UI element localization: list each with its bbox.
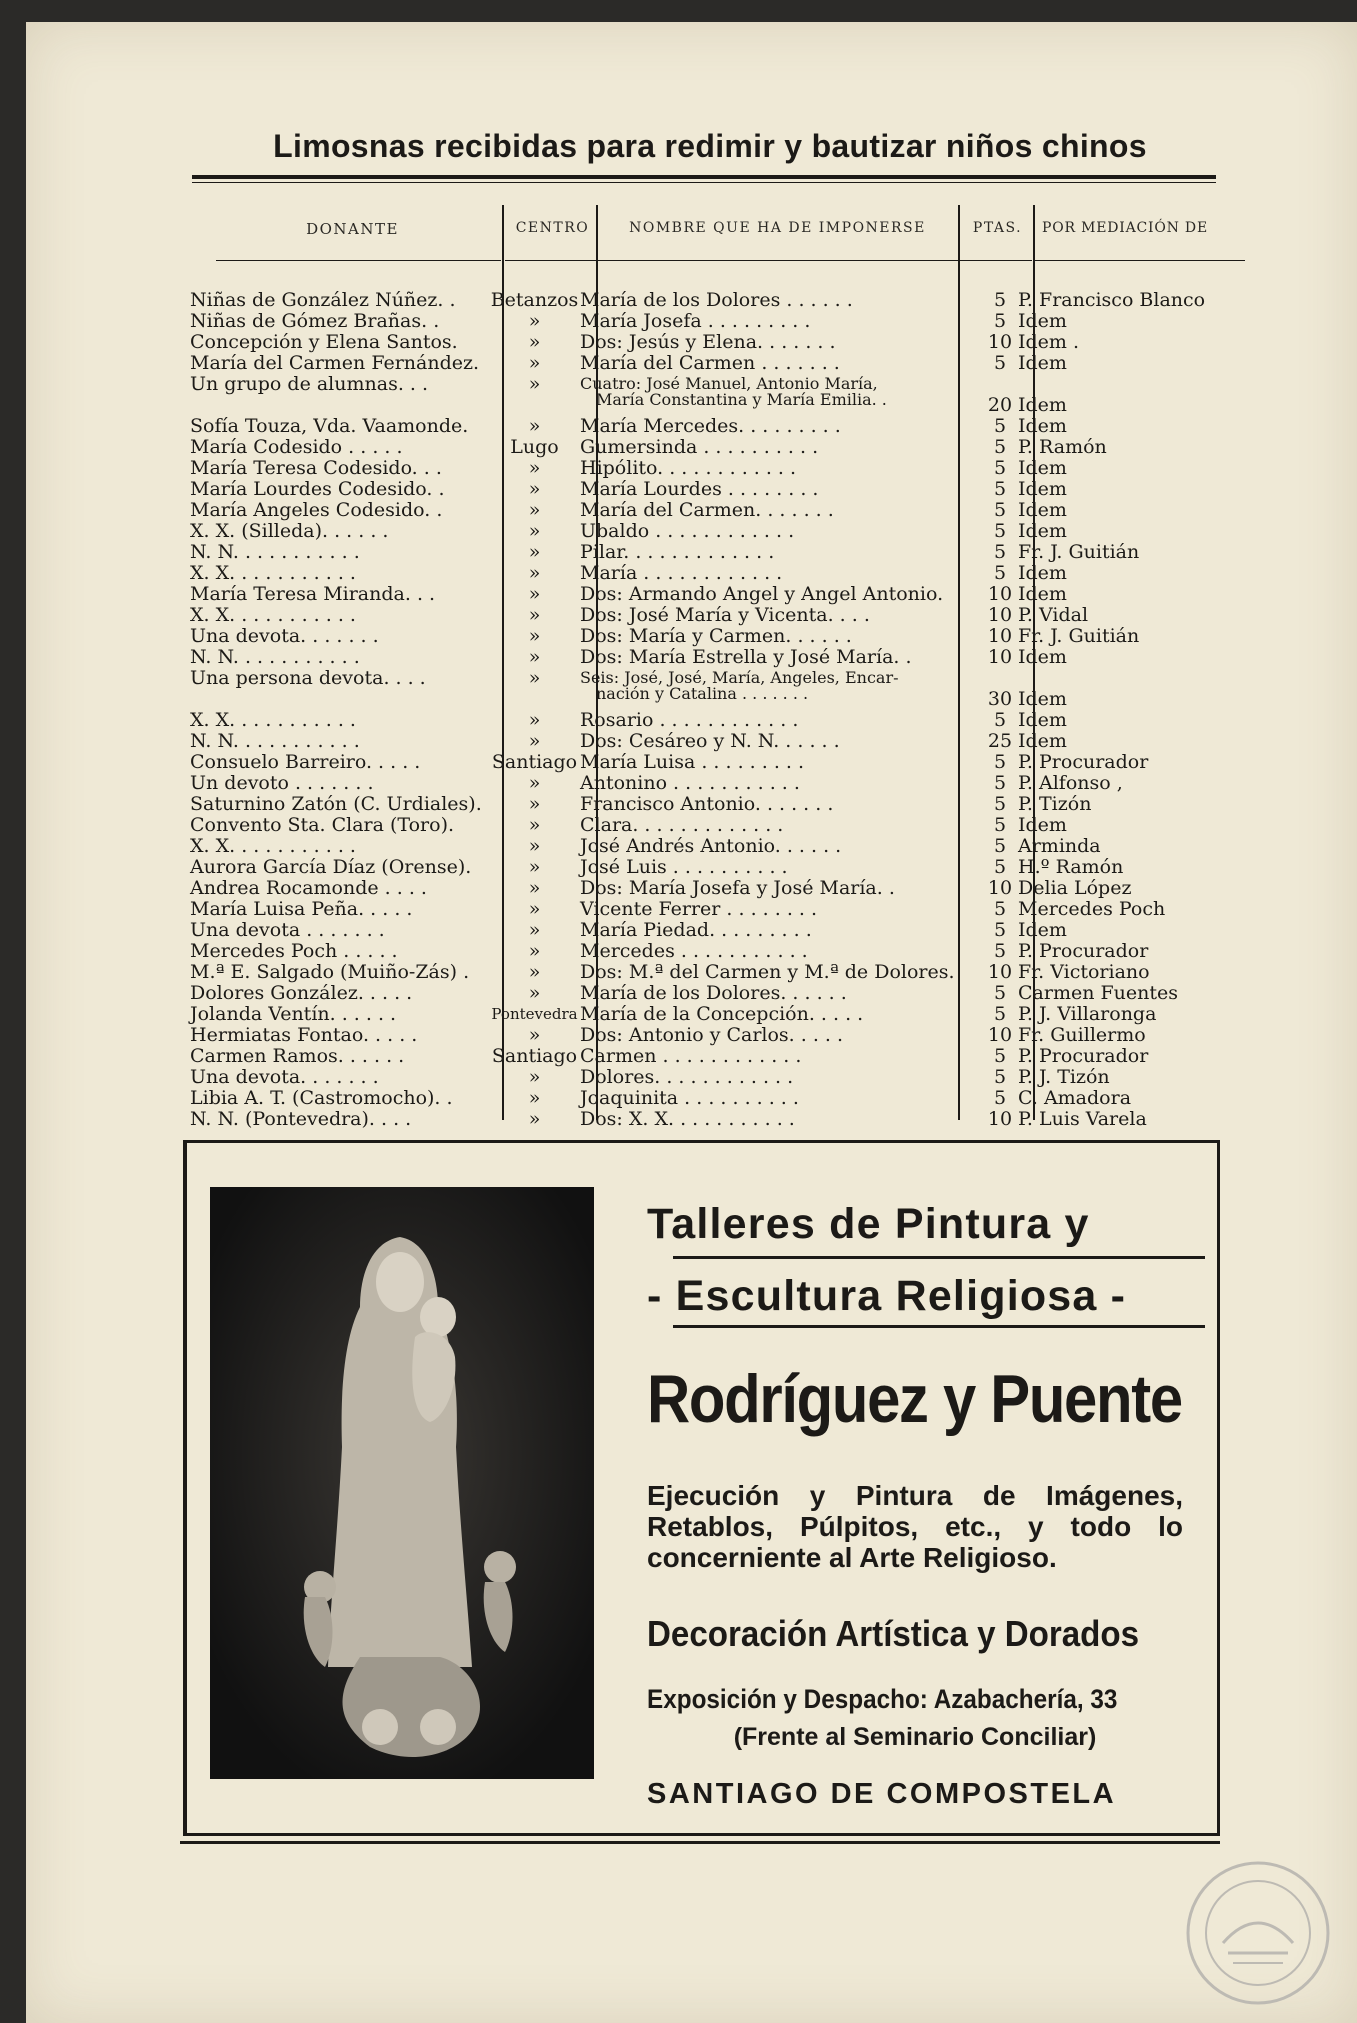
mediator-name: P. Tizón bbox=[1018, 793, 1092, 815]
center-name: » bbox=[528, 415, 541, 437]
given-name: Dos: José María y Vicenta. . . . bbox=[580, 604, 870, 626]
amount-ptas: 5 bbox=[993, 541, 1007, 563]
amount-ptas: 30 bbox=[987, 688, 1013, 710]
header-rule-3 bbox=[598, 260, 958, 261]
amount-ptas: 5 bbox=[993, 1087, 1007, 1109]
given-name: Carmen . . . . . . . . . . . . bbox=[580, 1045, 802, 1067]
mediator-name: Idem bbox=[1018, 583, 1067, 605]
amount-ptas: 5 bbox=[993, 499, 1007, 521]
donor-name: Un grupo de alumnas. . . bbox=[190, 373, 429, 395]
given-name: Clara. . . . . . . . . . . . . bbox=[580, 814, 784, 836]
center-name: Santiago bbox=[491, 1045, 578, 1067]
donor-name: Niñas de González Núñez. . bbox=[190, 289, 456, 311]
mediator-name: P. Vidal bbox=[1018, 604, 1089, 626]
donor-name: María Luisa Peña. . . . . bbox=[190, 898, 413, 920]
mediator-name: P. Francisco Blanco bbox=[1018, 289, 1206, 311]
donor-name: María Codesido . . . . . bbox=[190, 436, 403, 458]
amount-ptas: 5 bbox=[993, 1066, 1007, 1088]
mediator-name: P. Procurador bbox=[1018, 1045, 1149, 1067]
center-name: Pontevedra bbox=[491, 1005, 578, 1023]
mediator-name: Idem bbox=[1018, 919, 1067, 941]
mediator-name: P. Luis Varela bbox=[1018, 1108, 1147, 1130]
donor-name: N. N. . . . . . . . . . . bbox=[190, 541, 360, 563]
donor-name: Mercedes Poch . . . . . bbox=[190, 940, 398, 962]
amount-ptas: 5 bbox=[993, 919, 1007, 941]
given-name: Dos: María Estrella y José María. . bbox=[580, 646, 912, 668]
ad-brand: Rodríguez y Puente bbox=[647, 1361, 1182, 1437]
given-name: María del Carmen. . . . . . . bbox=[580, 499, 834, 521]
center-name: » bbox=[528, 1066, 541, 1088]
amount-ptas: 5 bbox=[993, 814, 1007, 836]
center-name: » bbox=[528, 499, 541, 521]
center-name: » bbox=[528, 331, 541, 353]
given-name: Hipólito. . . . . . . . . . . . bbox=[580, 457, 797, 479]
mediator-name: P. J. Villaronga bbox=[1018, 1003, 1157, 1025]
center-name: » bbox=[528, 856, 541, 878]
given-name: María Josefa . . . . . . . . . bbox=[580, 310, 811, 332]
given-name: Dos: María y Carmen. . . . . . bbox=[580, 625, 852, 647]
center-name: » bbox=[528, 982, 541, 1004]
header-centro: CENTRO bbox=[515, 220, 590, 236]
center-name: » bbox=[528, 604, 541, 626]
donor-name: Sofía Touza, Vda. Vaamonde. bbox=[190, 415, 469, 437]
center-name: » bbox=[528, 1108, 541, 1130]
mediator-name: P. Alfonso , bbox=[1018, 772, 1123, 794]
amount-ptas: 5 bbox=[993, 289, 1007, 311]
given-name: Dos: X. X. . . . . . . . . . . bbox=[580, 1108, 795, 1130]
donor-name: Carmen Ramos. . . . . . bbox=[190, 1045, 405, 1067]
center-name: » bbox=[528, 793, 541, 815]
amount-ptas: 10 bbox=[987, 961, 1013, 983]
donor-name: Niñas de Gómez Brañas. . bbox=[190, 310, 440, 332]
center-name: » bbox=[528, 541, 541, 563]
given-name: Cuatro: José Manuel, Antonio María, bbox=[580, 374, 878, 393]
center-name: » bbox=[528, 520, 541, 542]
header-rule-1 bbox=[216, 260, 501, 261]
donor-name: Una devota. . . . . . . bbox=[190, 1066, 379, 1088]
amount-ptas: 5 bbox=[993, 436, 1007, 458]
mediator-name: P. Procurador bbox=[1018, 940, 1149, 962]
center-name: Santiago bbox=[491, 751, 578, 773]
donor-name: Aurora García Díaz (Orense). bbox=[190, 856, 472, 878]
center-name: Betanzos bbox=[490, 289, 579, 311]
ad-description: Ejecución y Pintura de Imágenes, Retablos, Púlpitos, etc., y todo lo concerniente al Arte Religioso. bbox=[647, 1480, 1183, 1573]
given-name: María Piedad. . . . . . . . . bbox=[580, 919, 812, 941]
given-name: Vicente Ferrer . . . . . . . . bbox=[580, 898, 818, 920]
col-divider-3 bbox=[958, 205, 960, 1120]
given-name: Dos: Jesús y Elena. . . . . . . bbox=[580, 331, 836, 353]
center-name: » bbox=[528, 772, 541, 794]
center-name: » bbox=[528, 625, 541, 647]
given-name: José Andrés Antonio. . . . . . bbox=[580, 835, 842, 857]
amount-ptas: 5 bbox=[993, 457, 1007, 479]
donor-name: Consuelo Barreiro. . . . . bbox=[190, 751, 421, 773]
center-name: » bbox=[528, 898, 541, 920]
title-rule-thin bbox=[192, 182, 1216, 183]
mediator-name: Idem bbox=[1018, 478, 1067, 500]
mediator-name: Idem bbox=[1018, 562, 1067, 584]
donor-name: N. N. . . . . . . . . . . bbox=[190, 730, 360, 752]
given-name: Dos: María Josefa y José María. . bbox=[580, 877, 895, 899]
mediator-name: Fr. J. Guitián bbox=[1018, 625, 1140, 647]
amount-ptas: 25 bbox=[987, 730, 1013, 752]
donor-name: Libia A. T. (Castromocho). . bbox=[190, 1087, 453, 1109]
header-rule-4 bbox=[960, 260, 1032, 261]
mediator-name: P. J. Tizón bbox=[1018, 1066, 1110, 1088]
amount-ptas: 5 bbox=[993, 940, 1007, 962]
donor-name: Jolanda Ventín. . . . . . bbox=[190, 1003, 397, 1025]
mediator-name: Idem bbox=[1018, 310, 1067, 332]
given-name: Dolores. . . . . . . . . . . . bbox=[580, 1066, 794, 1088]
center-name: » bbox=[528, 373, 541, 395]
amount-ptas: 5 bbox=[993, 562, 1007, 584]
donor-name: X. X. . . . . . . . . . . bbox=[190, 709, 356, 731]
center-name: » bbox=[528, 562, 541, 584]
mediator-name: Fr. J. Guitián bbox=[1018, 541, 1140, 563]
center-name: » bbox=[528, 877, 541, 899]
stamp-icon bbox=[1183, 1858, 1333, 2008]
given-name-continued: María Constantina y María Emilia. . bbox=[596, 390, 887, 409]
amount-ptas: 10 bbox=[987, 583, 1013, 605]
amount-ptas: 5 bbox=[993, 898, 1007, 920]
amount-ptas: 5 bbox=[993, 835, 1007, 857]
given-name: Dos: Antonio y Carlos. . . . . bbox=[580, 1024, 844, 1046]
amount-ptas: 5 bbox=[993, 982, 1007, 1004]
donor-name: X. X. (Silleda). . . . . . bbox=[190, 520, 389, 542]
donor-name: Saturnino Zatón (C. Urdiales). bbox=[190, 793, 482, 815]
donor-name: Hermiatas Fontao. . . . . bbox=[190, 1024, 418, 1046]
mediator-name: Arminda bbox=[1018, 835, 1101, 857]
given-name: Dos: Cesáreo y N. N. . . . . . bbox=[580, 730, 840, 752]
amount-ptas: 10 bbox=[987, 877, 1013, 899]
center-name: » bbox=[528, 646, 541, 668]
center-name: » bbox=[528, 940, 541, 962]
amount-ptas: 5 bbox=[993, 478, 1007, 500]
given-name: Gumersinda . . . . . . . . . . bbox=[580, 436, 819, 458]
donor-name: X. X. . . . . . . . . . . bbox=[190, 835, 356, 857]
ad-decoration: Decoración Artística y Dorados bbox=[647, 1613, 1140, 1654]
amount-ptas: 5 bbox=[993, 1003, 1007, 1025]
ad-rule-2 bbox=[673, 1325, 1205, 1328]
mediator-name: Fr. Victoriano bbox=[1018, 961, 1150, 983]
mediator-name: Idem bbox=[1018, 688, 1067, 710]
given-name: Ubaldo . . . . . . . . . . . . bbox=[580, 520, 795, 542]
donor-name: Una devota. . . . . . . bbox=[190, 625, 379, 647]
donor-name: Una devota . . . . . . . bbox=[190, 919, 385, 941]
amount-ptas: 5 bbox=[993, 751, 1007, 773]
mediator-name: P. Procurador bbox=[1018, 751, 1149, 773]
mediator-name: Idem bbox=[1018, 415, 1067, 437]
header-rule-2 bbox=[505, 260, 596, 261]
center-name: » bbox=[528, 457, 541, 479]
donor-name: María del Carmen Fernández. bbox=[190, 352, 480, 374]
mediator-name: Idem bbox=[1018, 499, 1067, 521]
center-name: » bbox=[528, 919, 541, 941]
given-name: María del Carmen . . . . . . . bbox=[580, 352, 840, 374]
center-name: » bbox=[528, 1024, 541, 1046]
amount-ptas: 5 bbox=[993, 709, 1007, 731]
mediator-name: Idem bbox=[1018, 709, 1067, 731]
given-name: María de los Dolores . . . . . . bbox=[580, 289, 853, 311]
ad-address: Exposición y Despacho: Azabachería, 33 bbox=[647, 1684, 1118, 1714]
header-nombre: NOMBRE QUE HA DE IMPONERSE bbox=[629, 220, 926, 236]
amount-ptas: 5 bbox=[993, 310, 1007, 332]
donor-name: María Lourdes Codesido. . bbox=[190, 478, 445, 500]
given-name: María de la Concepción. . . . . bbox=[580, 1003, 864, 1025]
amount-ptas: 10 bbox=[987, 331, 1013, 353]
center-name: Lugo bbox=[510, 436, 559, 458]
header-rule-5 bbox=[1035, 260, 1245, 261]
given-name: Dos: Armando Angel y Angel Antonio. bbox=[580, 583, 944, 605]
academy-stamp bbox=[1183, 1858, 1333, 2008]
ad-city: SANTIAGO DE COMPOSTELA bbox=[647, 1778, 1117, 1810]
mediator-name: Mercedes Poch bbox=[1018, 898, 1166, 920]
center-name: » bbox=[528, 835, 541, 857]
ad-rule-1 bbox=[673, 1256, 1205, 1259]
donor-name: M.ª E. Salgado (Muiño-Zás) . bbox=[190, 961, 470, 983]
header-donante: DONANTE bbox=[306, 220, 399, 238]
donor-name: Una persona devota. . . . bbox=[190, 667, 426, 689]
donor-name: María Teresa Codesido. . . bbox=[190, 457, 442, 479]
virgin-and-child-photo bbox=[210, 1187, 594, 1779]
center-name: » bbox=[528, 583, 541, 605]
center-name: » bbox=[528, 814, 541, 836]
ad-line-1: Talleres de Pintura y bbox=[647, 1200, 1090, 1248]
statue-image bbox=[210, 1187, 594, 1779]
center-name: » bbox=[528, 961, 541, 983]
mediator-name: Carmen Fuentes bbox=[1018, 982, 1179, 1004]
center-name: » bbox=[528, 730, 541, 752]
header-ptas: PTAS. bbox=[972, 220, 1023, 236]
mediator-name: Idem bbox=[1018, 457, 1067, 479]
mediator-name: C. Amadora bbox=[1018, 1087, 1132, 1109]
donor-name: Dolores González. . . . . bbox=[190, 982, 413, 1004]
given-name: Dos: M.ª del Carmen y M.ª de Dolores. bbox=[580, 961, 955, 983]
ad-line-2: - Escultura Religiosa - bbox=[647, 1272, 1127, 1320]
given-name: Pilar. . . . . . . . . . . . . bbox=[580, 541, 775, 563]
donor-name: Concepción y Elena Santos. bbox=[190, 331, 458, 353]
mediator-name: P. Ramón bbox=[1018, 436, 1107, 458]
mediator-name: Fr. Guillermo bbox=[1018, 1024, 1146, 1046]
amount-ptas: 10 bbox=[987, 1108, 1013, 1130]
mediator-name: Idem bbox=[1018, 394, 1067, 416]
given-name: María Luisa . . . . . . . . . bbox=[580, 751, 805, 773]
given-name: María . . . . . . . . . . . . bbox=[580, 562, 783, 584]
given-name: Seis: José, José, María, Angeles, Encar- bbox=[580, 668, 899, 687]
amount-ptas: 5 bbox=[993, 415, 1007, 437]
ad-note: (Frente al Seminario Conciliar) bbox=[733, 1723, 1097, 1751]
center-name: » bbox=[528, 310, 541, 332]
amount-ptas: 20 bbox=[987, 394, 1013, 416]
advertisement-bottom-rule bbox=[180, 1841, 1220, 1844]
donor-name: X. X. . . . . . . . . . . bbox=[190, 562, 356, 584]
mediator-name: Idem bbox=[1018, 646, 1067, 668]
given-name: Joaquinita . . . . . . . . . . bbox=[580, 1087, 799, 1109]
mediator-name: Idem bbox=[1018, 730, 1067, 752]
donor-name: María Teresa Miranda. . . bbox=[190, 583, 436, 605]
given-name: María Mercedes. . . . . . . . . bbox=[580, 415, 841, 437]
center-name: » bbox=[528, 667, 541, 689]
given-name: Francisco Antonio. . . . . . . bbox=[580, 793, 834, 815]
given-name: Rosario . . . . . . . . . . . . bbox=[580, 709, 799, 731]
given-name: Mercedes . . . . . . . . . . . bbox=[580, 940, 808, 962]
mediator-name: Delia López bbox=[1018, 877, 1132, 899]
amount-ptas: 5 bbox=[993, 352, 1007, 374]
given-name: María de los Dolores. . . . . . bbox=[580, 982, 847, 1004]
given-name-continued: nación y Catalina . . . . . . . bbox=[596, 684, 809, 703]
center-name: » bbox=[528, 478, 541, 500]
center-name: » bbox=[528, 1087, 541, 1109]
donor-name: Un devoto . . . . . . . bbox=[190, 772, 374, 794]
mediator-name: Idem bbox=[1018, 814, 1067, 836]
mediator-name: Idem bbox=[1018, 352, 1067, 374]
given-name: José Luis . . . . . . . . . . bbox=[580, 856, 788, 878]
amount-ptas: 5 bbox=[993, 856, 1007, 878]
donor-name: N. N. (Pontevedra). . . . bbox=[190, 1108, 412, 1130]
title-rule bbox=[192, 175, 1216, 179]
amount-ptas: 10 bbox=[987, 1024, 1013, 1046]
donor-name: Andrea Rocamonde . . . . bbox=[190, 877, 427, 899]
page-title: Limosnas recibidas para redimir y bautizar niños chinos bbox=[273, 128, 1147, 164]
given-name: Antonino . . . . . . . . . . . bbox=[580, 772, 800, 794]
mediator-name: Idem . bbox=[1018, 331, 1080, 353]
donor-name: N. N. . . . . . . . . . . bbox=[190, 646, 360, 668]
donor-name: X. X. . . . . . . . . . . bbox=[190, 604, 356, 626]
amount-ptas: 5 bbox=[993, 793, 1007, 815]
amount-ptas: 5 bbox=[993, 772, 1007, 794]
amount-ptas: 10 bbox=[987, 625, 1013, 647]
header-mediacion: POR MEDIACIÓN DE bbox=[1042, 220, 1208, 236]
center-name: » bbox=[528, 709, 541, 731]
center-name: » bbox=[528, 352, 541, 374]
amount-ptas: 10 bbox=[987, 646, 1013, 668]
amount-ptas: 5 bbox=[993, 520, 1007, 542]
donor-name: María Angeles Codesido. . bbox=[190, 499, 443, 521]
amount-ptas: 10 bbox=[987, 604, 1013, 626]
amount-ptas: 5 bbox=[993, 1045, 1007, 1067]
mediator-name: Idem bbox=[1018, 520, 1067, 542]
donor-name: Convento Sta. Clara (Toro). bbox=[190, 814, 455, 836]
given-name: María Lourdes . . . . . . . . bbox=[580, 478, 819, 500]
mediator-name: H.º Ramón bbox=[1018, 856, 1124, 878]
